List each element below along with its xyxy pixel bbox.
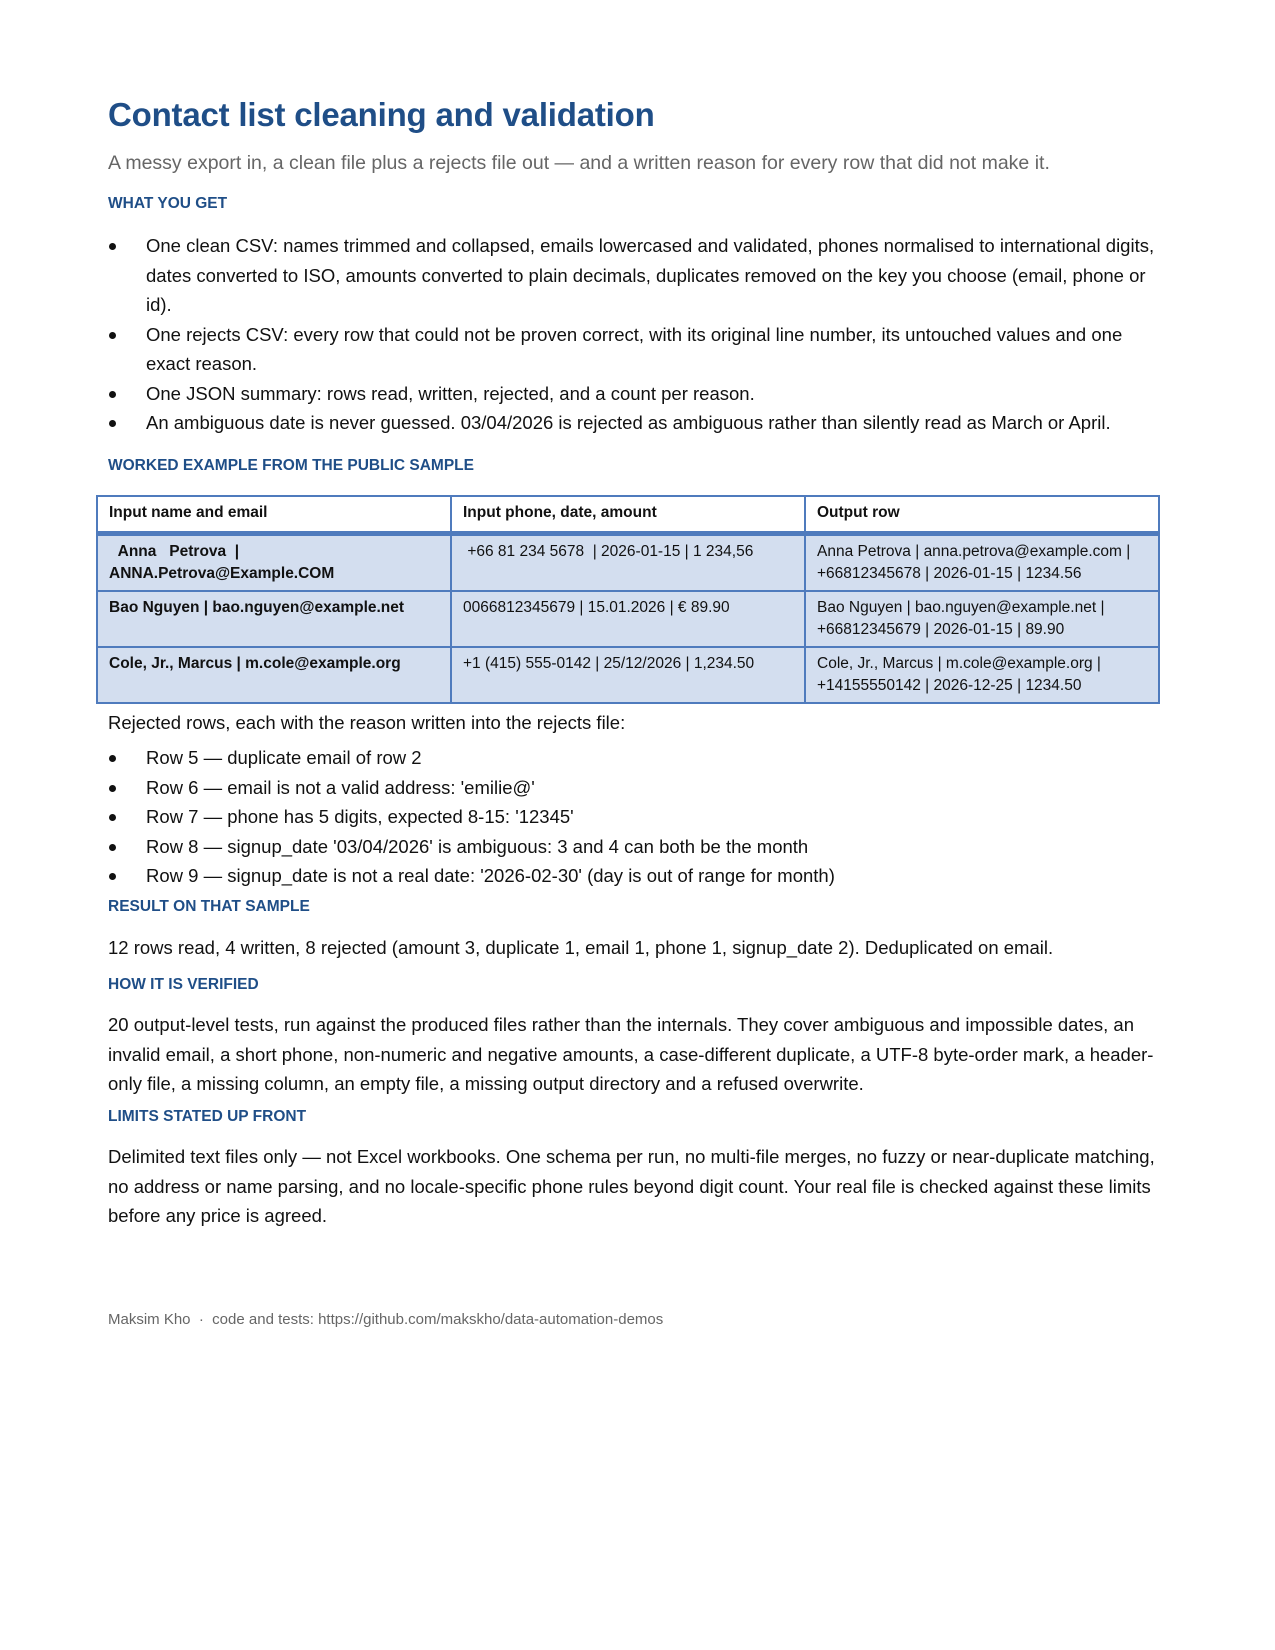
verified-text: 20 output-level tests, run against the produced files rather than the internals. They cover ambiguous and impossible dates, an invalid email, a short phone, non-numeric and negative amounts, a case-different duplicate, a UTF-8 byte-order mark, a header-only file, a missing column, an empty file, a missing output directory and a refused overwrite.	[108, 1014, 1154, 1094]
rejected-intro: Rejected rows, each with the reason written into the rejects file:	[108, 712, 626, 733]
list-item: Row 7 — phone has 5 digits, expected 8-15: '12345'	[108, 802, 1170, 832]
list-item: One clean CSV: names trimmed and collapsed, emails lowercased and validated, phones normalised to international digits, dates converted to ISO, amounts converted to plain decimals, duplicates removed on the key you choose (email, phone or id).	[108, 231, 1170, 320]
table-cell-input-name-email: Cole, Jr., Marcus | m.cole@example.org	[97, 647, 451, 703]
result-text: 12 rows read, 4 written, 8 rejected (amount 3, duplicate 1, email 1, phone 1, signup_date 2). Deduplicated on email.	[108, 937, 1054, 958]
table-cell-input-name-email: Anna Petrova | ANNA.Petrova@Example.COM	[97, 534, 451, 592]
list-item: Row 6 — email is not a valid address: 'emilie@'	[108, 773, 1170, 803]
table-cell-output-row: Cole, Jr., Marcus | m.cole@example.org | +14155550142 | 2026-12-25 | 1234.50	[805, 647, 1159, 703]
column-header: Input name and email	[97, 496, 451, 534]
rejected-rows-list	[108, 743, 1170, 891]
footer-credit: Maksim Kho · code and tests: https://github.com/makskho/data-automation-demos	[108, 1311, 664, 1328]
list-item: An ambiguous date is never guessed. 03/04/2026 is rejected as ambiguous rather than silently read as March or April.	[108, 408, 1170, 438]
page-subtitle: A messy export in, a clean file plus a rejects file out — and a written reason for every row that did not make it.	[108, 152, 1050, 174]
table-cell-input-phone-date-amount: +66 81 234 5678 | 2026-01-15 | 1 234,56	[451, 534, 805, 592]
section-heading-result: RESULT ON THAT SAMPLE	[108, 898, 310, 915]
section-heading-worked-example: WORKED EXAMPLE FROM THE PUBLIC SAMPLE	[108, 457, 474, 474]
table-cell-output-row: Anna Petrova | anna.petrova@example.com | +66812345678 | 2026-01-15 | 1234.56	[805, 534, 1159, 592]
column-header: Output row	[805, 496, 1159, 534]
section-heading-limits: LIMITS STATED UP FRONT	[108, 1108, 307, 1125]
list-item: Row 8 — signup_date '03/04/2026' is ambiguous: 3 and 4 can both be the month	[108, 832, 1170, 862]
list-item: One rejects CSV: every row that could not be proven correct, with its original line number, its untouched values and one exact reason.	[108, 320, 1170, 379]
table-cell-output-row: Bao Nguyen | bao.nguyen@example.net | +66812345679 | 2026-01-15 | 89.90	[805, 591, 1159, 647]
table-cell-input-phone-date-amount: 0066812345679 | 15.01.2026 | € 89.90	[451, 591, 805, 647]
list-item: One JSON summary: rows read, written, rejected, and a count per reason.	[108, 379, 1170, 409]
section-heading-verified: HOW IT IS VERIFIED	[108, 976, 259, 993]
table-cell-input-phone-date-amount: +1 (415) 555-0142 | 25/12/2026 | 1,234.50	[451, 647, 805, 703]
list-item: Row 5 — duplicate email of row 2	[108, 743, 1170, 773]
worked-example-table	[96, 495, 1160, 704]
table-row	[97, 647, 1159, 703]
limits-text: Delimited text files only — not Excel workbooks. One schema per run, no multi-file merges, no fuzzy or near-duplicate matching, no address or name parsing, and no locale-specific phone rules beyond digit count. Your real file is checked against these limits before any price is agreed.	[108, 1146, 1155, 1226]
table-cell-input-name-email: Bao Nguyen | bao.nguyen@example.net	[97, 591, 451, 647]
what-you-get-list	[108, 231, 1170, 438]
column-header: Input phone, date, amount	[451, 496, 805, 534]
table-row	[97, 534, 1159, 592]
page-title: Contact list cleaning and validation	[108, 96, 655, 133]
section-heading-what-you-get: WHAT YOU GET	[108, 195, 228, 212]
table-row	[97, 591, 1159, 647]
list-item: Row 9 — signup_date is not a real date: '2026-02-30' (day is out of range for month)	[108, 861, 1170, 891]
table-header-row	[97, 496, 1159, 534]
